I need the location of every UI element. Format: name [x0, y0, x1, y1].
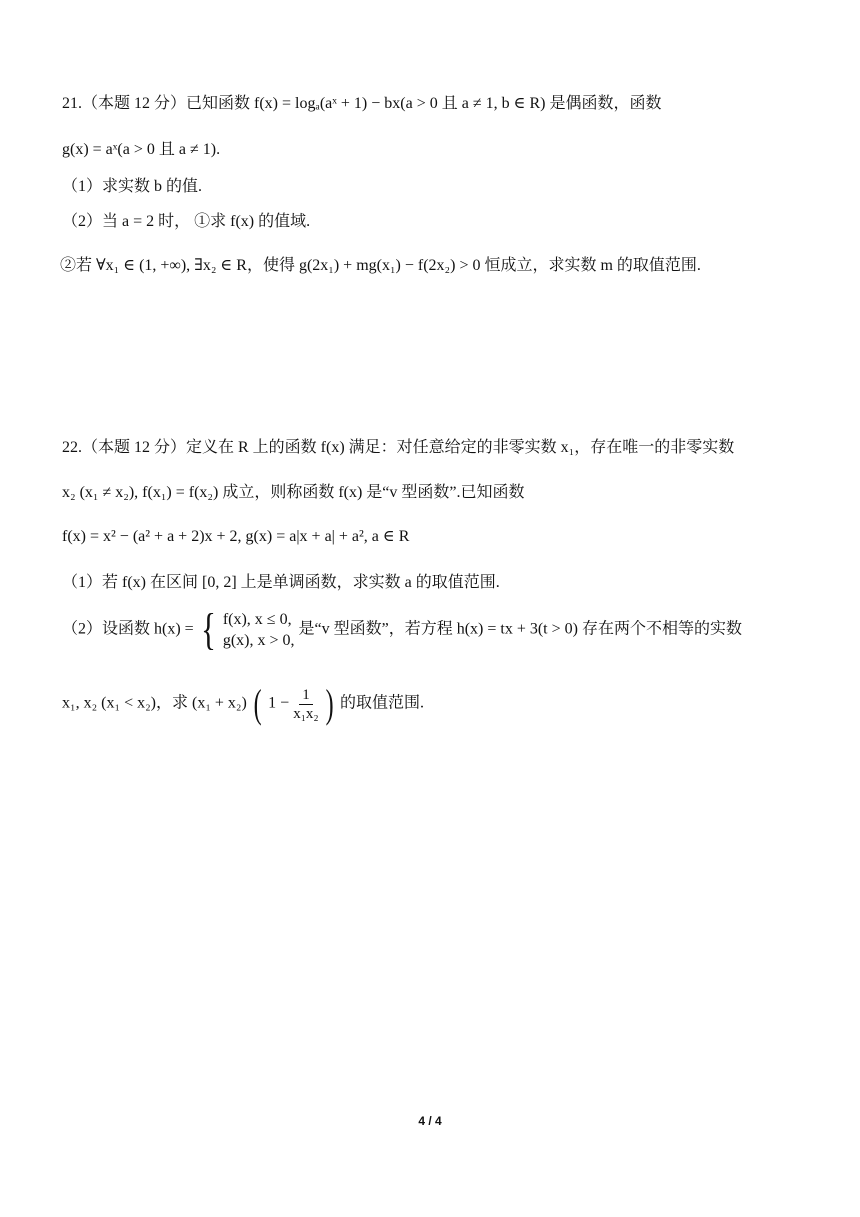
- case-1: f(x), x ≤ 0,: [222, 611, 292, 628]
- frac-lead: 1 −: [268, 694, 290, 712]
- fraction: [293, 686, 318, 723]
- case-2: g(x), x > 0,: [222, 632, 295, 649]
- fraction-denominator: x₁x₂: [293, 705, 319, 722]
- page-number: 4 / 4: [418, 1114, 442, 1128]
- left-brace: {: [200, 605, 216, 654]
- q21-g-definition: g(x) = aˣ(a > 0 且 a ≠ 1).: [62, 141, 221, 158]
- fraction-numerator: 1: [299, 686, 313, 705]
- q22-part2-line2-suffix: 的取值范围.: [340, 694, 425, 712]
- piecewise-cases: [223, 609, 295, 651]
- q22-part2-suffix: 是“v 型函数”，若方程 h(x) = tx + 3(t > 0) 存在两个不相等的实数: [298, 620, 742, 638]
- q22-part2: [62, 605, 742, 654]
- left-paren: (: [253, 681, 262, 726]
- right-paren: ): [325, 681, 334, 726]
- q22-v-definition: x₂ (x₁ ≠ x₂), f(x₁) = f(x₂) 成立，则称函数 f(x) 是“v 型函数”.已知函数: [62, 484, 525, 501]
- q22-functions: f(x) = x² − (a² + a + 2)x + 2, g(x) = a|x + a| + a², a ∈ R: [62, 528, 410, 545]
- q21-part2: （2）当 a = 2 时， ①求 f(x) 的值域.: [62, 213, 311, 230]
- q21-part1: （1）求实数 b 的值.: [62, 178, 203, 195]
- q22-part1: （1）若 f(x) 在区间 [0, 2] 上是单调函数，求实数 a 的取值范围.: [62, 574, 500, 591]
- q22-part2-line2: [62, 681, 425, 726]
- q21-part2-sub2: ②若 ∀x₁ ∈ (1, +∞), ∃x₂ ∈ R，使得 g(2x₁) + mg(x₁) − f(2x₂) > 0 恒成立，求实数 m 的取值范围.: [60, 257, 701, 274]
- q22-part2-prefix: （2）设函数 h(x) =: [62, 620, 194, 638]
- q22-stem: 22.（本题 12 分）定义在 R 上的函数 f(x) 满足：对任意给定的非零实数 x₁，存在唯一的非零实数: [62, 439, 735, 456]
- q21-stem: 21.（本题 12 分）已知函数 f(x) = logₐ(aˣ + 1) − bx(a > 0 且 a ≠ 1, b ∈ R) 是偶函数，函数: [62, 95, 662, 112]
- q22-part2-line2-prefix: x₁, x₂ (x₁ < x₂)，求 (x₁ + x₂): [62, 694, 247, 712]
